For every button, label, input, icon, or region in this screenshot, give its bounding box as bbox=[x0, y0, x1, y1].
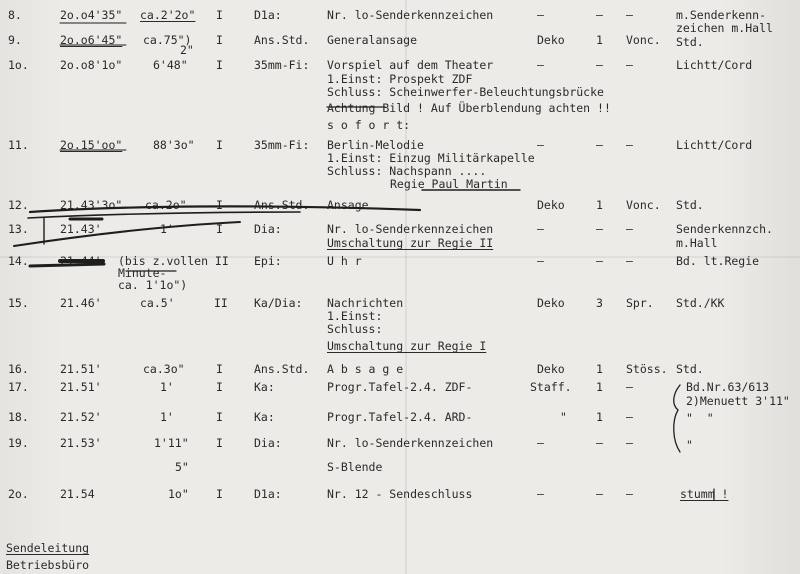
row-number: 8. bbox=[8, 8, 22, 22]
row-content: Nr. lo-Senderkennzeichen bbox=[327, 8, 494, 22]
row-count: 1 bbox=[596, 33, 603, 47]
row-time: 21.53' bbox=[60, 436, 102, 450]
row-source: Ans.Std. bbox=[254, 198, 310, 212]
row-count: 1 bbox=[596, 380, 603, 394]
row-remark: Senderkennzch. bbox=[676, 222, 773, 236]
row-deko: Staff. bbox=[530, 380, 572, 394]
row-time: 21.51' bbox=[60, 380, 102, 394]
row-count: 1 bbox=[596, 410, 603, 424]
row-content: Nr. 12 - Sendeschluss bbox=[327, 487, 473, 501]
row-source: Ans.Std. bbox=[254, 33, 310, 47]
row-ton: – bbox=[626, 58, 633, 72]
row-source: Dia: bbox=[254, 222, 282, 236]
row-number: 9. bbox=[8, 33, 22, 47]
row-time: 21.43'3o" bbox=[60, 198, 123, 212]
row-ton: – bbox=[626, 138, 633, 152]
row-content-warning: Achtung Bild ! Auf Überblendung achten !! bbox=[327, 101, 611, 115]
row-deko: – bbox=[537, 254, 544, 268]
row-source: Ka/Dia: bbox=[254, 296, 303, 310]
row-content: Nr. lo-Senderkennzeichen bbox=[327, 436, 494, 450]
row-number: 12. bbox=[8, 198, 29, 212]
row-count: – bbox=[596, 58, 603, 72]
row-source: Ka: bbox=[254, 410, 275, 424]
row-ton: – bbox=[626, 410, 633, 424]
row-count: – bbox=[596, 254, 603, 268]
row-duration: 6'48" bbox=[153, 58, 188, 72]
row-deko: " bbox=[560, 410, 567, 424]
row-number: 2o. bbox=[8, 487, 29, 501]
row-count: – bbox=[596, 138, 603, 152]
row-deko: – bbox=[537, 138, 544, 152]
row-number: 1o. bbox=[8, 58, 29, 72]
row-deko: – bbox=[537, 222, 544, 236]
row-content: Berlin-Melodie bbox=[327, 138, 424, 152]
row-ton: – bbox=[626, 254, 633, 268]
row-content: Ansage bbox=[327, 198, 369, 212]
row-content: Generalansage bbox=[327, 33, 418, 47]
row-time: 2o.15'oo" bbox=[60, 138, 123, 152]
row-duration-note: 2" bbox=[180, 43, 194, 57]
row-remark: Bd.Nr.63/613 bbox=[686, 380, 770, 394]
row-duration: 1' bbox=[160, 380, 174, 394]
row-count: – bbox=[596, 436, 603, 450]
row-content: U h r bbox=[327, 254, 362, 268]
row-content: A b s a g e bbox=[327, 362, 404, 376]
row-ton: Vonc. bbox=[626, 198, 661, 212]
row-time: 21.46' bbox=[60, 296, 102, 310]
row-time: 21.51' bbox=[60, 362, 102, 376]
row-remark: Bd. lt.Regie bbox=[676, 254, 760, 268]
row-number: 13. bbox=[8, 222, 29, 236]
row-ton: – bbox=[626, 436, 633, 450]
row-remark: Std. bbox=[676, 198, 704, 212]
row-channel: I bbox=[216, 222, 223, 236]
row-content: Nachrichten bbox=[327, 296, 404, 310]
row-time: 2o.o8'1o" bbox=[60, 58, 123, 72]
row-number: 15. bbox=[8, 296, 29, 310]
row-deko: Deko bbox=[537, 362, 565, 376]
row-source: D1a: bbox=[254, 8, 282, 22]
row-deko: – bbox=[537, 436, 544, 450]
row-ton: – bbox=[626, 222, 633, 236]
row-count: 1 bbox=[596, 198, 603, 212]
row-deko: – bbox=[537, 8, 544, 22]
row-content: Progr.Tafel-2.4. ZDF- bbox=[327, 380, 473, 394]
row-remark: Std. bbox=[676, 362, 704, 376]
row-duration: ca. 1'1o") bbox=[118, 278, 188, 292]
footer-sendeleitung: Sendeleitung bbox=[6, 541, 90, 555]
row-number: 18. bbox=[8, 410, 29, 424]
row-content: 1.Einst: Einzug Militärkapelle bbox=[327, 151, 535, 165]
row-number: 11. bbox=[8, 138, 29, 152]
row-channel: I bbox=[216, 8, 223, 22]
row-remark: zeichen m.Hall bbox=[676, 21, 773, 35]
row-channel: I bbox=[216, 410, 223, 424]
row-content: s o f o r t: bbox=[327, 118, 411, 132]
row-content: Schluss: Nachspann .... bbox=[327, 164, 487, 178]
row-remark: Std./KK bbox=[676, 296, 725, 310]
row-content-switch: Umschaltung zur Regie I bbox=[327, 339, 487, 353]
row-ton: – bbox=[626, 380, 633, 394]
row-remark: m.Hall bbox=[676, 236, 718, 250]
row-ton: – bbox=[626, 8, 633, 22]
row-duration: 1o" bbox=[168, 487, 189, 501]
row-deko: – bbox=[537, 487, 544, 501]
row-channel: I bbox=[216, 487, 223, 501]
row-deko: – bbox=[537, 58, 544, 72]
row-duration: ca.3o" bbox=[143, 362, 185, 376]
row-time: 21.43' bbox=[60, 222, 102, 236]
row-channel: I bbox=[216, 33, 223, 47]
row-number: 16. bbox=[8, 362, 29, 376]
row-source: D1a: bbox=[254, 487, 282, 501]
row-remark: Std. bbox=[676, 35, 704, 49]
row-content: 1.Einst: Prospekt ZDF bbox=[327, 72, 473, 86]
row-remark: Lichtt/Cord bbox=[676, 138, 753, 152]
row-ton: – bbox=[626, 487, 633, 501]
row-source: Ka: bbox=[254, 380, 275, 394]
row-source: Dia: bbox=[254, 436, 282, 450]
footer-betriebsbuero: Betriebsbüro bbox=[6, 558, 90, 572]
row-duration: 1'11" bbox=[154, 436, 189, 450]
row-content: Vorspiel auf dem Theater bbox=[327, 58, 494, 72]
row-time: 2o.o6'45" bbox=[60, 33, 123, 47]
row-remark: " " bbox=[686, 411, 714, 425]
row-duration: 1' bbox=[160, 222, 174, 236]
row-duration: 88'3o" bbox=[153, 138, 195, 152]
row-count: – bbox=[596, 487, 603, 501]
row-director: Regie Paul Martin bbox=[390, 177, 508, 191]
row-count: 3 bbox=[596, 296, 603, 310]
row-time: 21.52' bbox=[60, 410, 102, 424]
row-number: 19. bbox=[8, 436, 29, 450]
row-time: 2o.o4'35" bbox=[60, 8, 123, 22]
row-time: 21.44' bbox=[60, 254, 102, 268]
row-remark: m.Senderkenn- bbox=[676, 8, 767, 22]
row-duration: Minute- bbox=[118, 266, 167, 280]
row-ton: Stöss. bbox=[626, 362, 668, 376]
row-count: – bbox=[596, 8, 603, 22]
row-count: 1 bbox=[596, 362, 603, 376]
row-content: Schluss: bbox=[327, 322, 383, 336]
row-channel: I bbox=[216, 362, 223, 376]
row-content-switch: Umschaltung zur Regie II bbox=[327, 236, 494, 250]
row-remark: 2)Menuett 3'11" bbox=[686, 394, 790, 408]
row-deko: Deko bbox=[537, 296, 565, 310]
row-remark: " bbox=[686, 438, 693, 452]
row-number: 17. bbox=[8, 380, 29, 394]
row-deko: Deko bbox=[537, 33, 565, 47]
row-time: 21.54 bbox=[60, 487, 95, 501]
row-content: S-Blende bbox=[327, 460, 383, 474]
row-content: Progr.Tafel-2.4. ARD- bbox=[327, 410, 473, 424]
row-source: Ans.Std. bbox=[254, 362, 310, 376]
row-channel: I bbox=[216, 198, 223, 212]
row-count: – bbox=[596, 222, 603, 236]
row-duration: ca.2o" bbox=[145, 198, 187, 212]
row-duration: (bis z.vollen II bbox=[118, 254, 229, 268]
row-duration: 1' bbox=[160, 410, 174, 424]
row-channel: I bbox=[216, 138, 223, 152]
row-content: 1.Einst: bbox=[327, 309, 383, 323]
row-source: 35mm-Fi: bbox=[254, 138, 310, 152]
row-number: 14. bbox=[8, 254, 29, 268]
row-remark: Lichtt/Cord bbox=[676, 58, 753, 72]
row-channel: I bbox=[216, 58, 223, 72]
row-source: Epi: bbox=[254, 254, 282, 268]
row-duration: 5" bbox=[175, 460, 189, 474]
row-duration: ca.5' bbox=[140, 296, 175, 310]
row-channel: II bbox=[214, 296, 228, 310]
row-content: Nr. lo-Senderkennzeichen bbox=[327, 222, 494, 236]
row-channel: I bbox=[216, 380, 223, 394]
row-content: Schluss: Scheinwerfer-Beleuchtungsbrücke bbox=[327, 85, 604, 99]
row-channel: I bbox=[216, 436, 223, 450]
row-deko: Deko bbox=[537, 198, 565, 212]
row-source: 35mm-Fi: bbox=[254, 58, 310, 72]
row-duration: ca.2'2o" bbox=[140, 8, 196, 22]
row-remark: stumm ! bbox=[680, 487, 729, 501]
row-ton: Spr. bbox=[626, 296, 654, 310]
row-ton: Vonc. bbox=[626, 33, 661, 47]
row-duration: ca.75") bbox=[143, 33, 192, 47]
